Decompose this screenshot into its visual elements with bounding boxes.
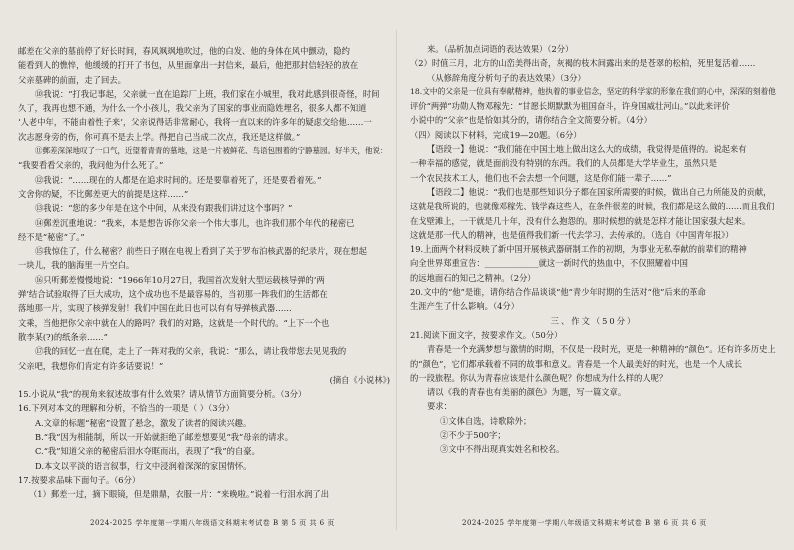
page-footer: 2024-2025 学年度第一学期八年级语文科期末考试卷 B 第 5 页 共 6 页 — [90, 519, 335, 527]
question-18: 18.文中的父亲是一位具有奉献精神，他执着的事业信念，坚定的科学家的形象在我们的心中，深深的刻着他 — [410, 86, 776, 96]
story-line: ⑪郵差深深地叹了一口气，近望着青青的墓地，这是一片被鲜花、鸟语包围着的宁静墓园。好半天，他说： — [35, 146, 388, 156]
essay-prompt-line: 的“颜色”，它们都承载着不同的故事和意义。青春是一个人最美好的时光，也是一个人成长 — [410, 358, 743, 369]
essay-prompt-line: 的一段旅程。你认为青春应该是什么颜色呢？你想成为什么样的人呢？ — [410, 372, 668, 383]
material-1-line: 【语段一】他说：“我们能在中国土地上做出这么大的成绩，我觉得是值得的。说起来有 — [427, 144, 747, 155]
option-a: A.文章的标题“秘密”设置了悬念，激发了读者的阅读兴趣。 — [35, 417, 252, 428]
story-line: 能看到人的憔悴，他缓缓的打开了书包，从里面拿出一封信来，最后，他把那封信轻轻的放在 — [18, 60, 359, 71]
story-line: ⑰我的回忆一直在爬，走上了一阵对我的父亲，我说：“那么，请让我带您去见见我的 — [35, 346, 347, 357]
story-line: 邮差在父亲的墓前停了好长时间，春风飒飒地吹过，他的白发、他的身体在风中颤动，隐约 — [18, 46, 350, 56]
question-17: 17.按要求品味下面句子。（6分） — [18, 474, 141, 485]
question-16: 16.下列对本文的理解和分析，不恰当的一项是（ ）（3分） — [18, 403, 235, 414]
requirement-3: ③文中不得出现真实姓名和校名。 — [440, 444, 565, 455]
story-line: 久了，我再也想不通，为什么一个小孩儿，我父亲为了国家的事业而隐姓埋名，很多人都不知道 — [18, 103, 367, 114]
option-b: B.“我”因为相能制，所以一开始就拒绝了邮差想要见“我”母亲的请求。 — [35, 432, 294, 443]
material-2-line: 这就是那一代人的精神，也是值得我们新一代去学习、去传承的。（选自《中国青年报》） — [410, 229, 734, 240]
story-line: 落地那一片，实现了核弹发射！我们中国在此日也可以有有导弹核武器…… — [18, 303, 292, 314]
question-20: 20.文中的“他”是谁，请你结合作品谈谈“他”青少年时期的生活对“他”后来的革命 — [410, 287, 706, 298]
requirements-label: 要求： — [427, 401, 452, 412]
story-line: 父亲墓碑的前面，走了回去。 — [18, 74, 126, 85]
material-2-line: 这就是我所说的，也就像邓稼先、钱学森这些人，在条件很差的时候，我们都是这么做的……而且我们 — [410, 201, 775, 212]
page-fold — [396, 30, 397, 530]
q17-2-note: （从修辞角度分析句子的表达效果）（3分） — [427, 72, 586, 83]
story-text — [18, 44, 390, 373]
question-17-1: （1）郵差一过，摘下眼镜，但是鼎鼎，衣服一片：“来晚啦。”说着一行泪水润了出 — [29, 489, 330, 500]
story-line: ⑯只听郵差慢慢地说：“1966年10月27日，我国首次发射大型运载核导弹的‘两 — [35, 274, 325, 285]
requirement-1: ①文体自选，诗歌除外； — [440, 415, 532, 426]
story-line: ⑭郵差沉重地说：“我来，本是想告诉你父亲一个伟大事儿，也许我们那个年代的秘密已 — [35, 217, 355, 228]
question-19-line: 的远地面石的知己之精神。（2分） — [410, 272, 536, 283]
story-line: ‘人老中年，不能由着性子来’，父亲说得话非常耐心，我将一直以来的许多年的疑虑交给他……一 — [18, 117, 372, 128]
story-line: “我要看看父亲的，我问他为什么死了。” — [18, 160, 164, 171]
story-line: 次志愿身旁的伤，你可真不是去上学。得把自己当成二次点，我还是这样做。” — [18, 131, 301, 142]
story-line: 一块儿，我的脑海里一片空白。 — [18, 260, 135, 271]
essay-prompt-line: 青春是一个充满梦想与激情的时期，不仅是一段时光，更是一种精神的“颜色”。还有许多历史上 — [427, 344, 776, 355]
page-footer: 2024-2025 学年度第一学期八年级语文科期末考试卷 B 第 6 页 共 6 页 — [462, 519, 707, 527]
page-5 — [18, 0, 390, 550]
requirement-2: ②不少于500字； — [440, 430, 506, 441]
option-d: D.本文以平淡的语言叙事，行文中浸润着深深的家国情怀。 — [35, 460, 252, 471]
q17-continued: 来。（品析加点词语的表达效果）（2分） — [427, 44, 574, 54]
question-20-line: 生涯产生了什么影响。（4分） — [410, 301, 519, 312]
story-line: 文舍你的疑，不比郵差更大的前提是这样……” — [18, 188, 189, 199]
source-citation: (摘自《小说林》) — [329, 374, 390, 385]
section-4-heading: （四）阅读以下材料，完成19—20题。（6分） — [410, 129, 582, 140]
question-19-line: 向全世界郑重宣告：_____________就这一新时代的热血中，不仅照耀着中国 — [410, 258, 688, 269]
question-18-line: 评价“两弹”功勋人物邓稼先：“甘愿长期默默为祖国奋斗，许身国威壮河山。”以此来评价 — [410, 101, 730, 112]
question-18-line: 小说中的“父亲”也是恰如其分的，请你结合全文简要分析。（4分） — [410, 115, 652, 126]
story-line: 散李某(?)的纸条亲……” — [18, 331, 108, 342]
story-line: 文乘，当他把你父亲中就在人的路吗？我们的对路，这就是一个时代的。“上下一个也 — [18, 317, 330, 328]
option-c: C.“我”知道父亲的秘密后泪水夺眶而出，表现了“我”的自豪。 — [35, 446, 260, 457]
question-17-2: （2）时值三月，北方的山峦美得出奇，灰褐的枝木间露出来的是苍翠的松柏，死里复活着…… — [410, 58, 756, 69]
story-line: ⑬我说：“您的多少年是在这个中间，从来没有跟我们讲过这个事吗？” — [35, 203, 293, 214]
story-line: ⑮我惊住了，什么秘密？前些日子刚在电视上看到了关于罗布泊核武器的纪录片，现在想起 — [35, 246, 367, 257]
material-2-line: 【语段二】他说：“我们也是那些知识分子都在国家所需要的时候，做出自己力所能及的贡献， — [427, 186, 772, 197]
story-line: 弹’结合试验取得了巨大成功，这个成功也不是最容易的，当初那一阵我们的生活都在 — [18, 289, 328, 300]
material-1-line: 一个农民技术工人，他们也不会去想一个问题，这是你们能一辈子……” — [410, 172, 672, 183]
material-1-line: 一种幸福的感觉，就是面前没有特别的东西。我们的人员都是大学毕业生，虽然只是 — [410, 158, 717, 169]
story-line: ⑫我说：“……现在的人都是在追求时间的。还是要靠着死了，还是要看着死。” — [35, 174, 322, 185]
essay-task: 请以《我的青春也有美丽的颜色》为题，写一篇文章。 — [427, 387, 627, 398]
story-line: ⑩我说：“打我记事起，父亲就一直在追踪厂上班，我们家在小城里，我对此感到很奇怪，时间 — [35, 88, 380, 99]
story-line: 经不是“秘密”了。” — [18, 231, 85, 242]
material-2-line: 在戈壁滩上，一干就是几十年，没有什么抱怨的。那时候想的就是怎样才能让国家强大起来。 — [410, 215, 751, 226]
question-21: 21.阅读下面文字，按要求作文。（50分） — [410, 329, 563, 340]
page-6 — [410, 0, 778, 550]
story-line: 父亲吧，我想你们肯定有许多话要说！” — [18, 360, 164, 371]
section-3-heading: 三、作文（50分） — [550, 315, 638, 326]
question-19: 19.上面两个材料反映了新中国开展核武器研制工作的初期，为事业无私奉献的前辈们的精神 — [410, 244, 747, 255]
question-15: 15.小说从“我”的视角来叙述故事有什么效果？请从情节方面简要分析。（3分） — [18, 389, 307, 400]
